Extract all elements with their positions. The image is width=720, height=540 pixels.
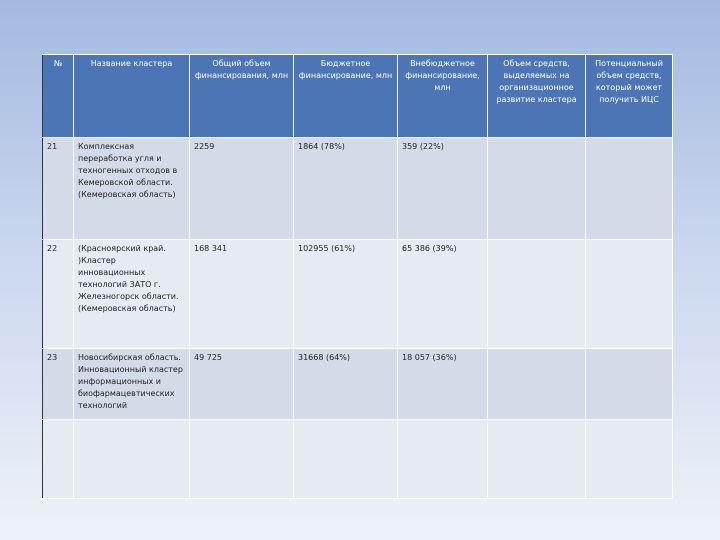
table-header-row: [43, 55, 673, 138]
row-extra-budget-funding: [398, 420, 488, 499]
row-org-development-funds: [488, 349, 586, 420]
row-number: 22: [43, 240, 74, 349]
row-cluster-name: [74, 420, 190, 499]
row-budget-funding: 1864 (78%): [294, 138, 398, 240]
row-number: 21: [43, 138, 74, 240]
row-budget-funding: 31668 (64%): [294, 349, 398, 420]
row-potential-funds: [586, 420, 673, 499]
row-cluster-name: Новосибирская область. Инновационный кластер информационных и биофармацевтических технологий: [74, 349, 190, 420]
row-cluster-name: (Красноярский край. )Кластер инновационных технологий ЗАТО г. Железногорск области.(Кемеровская область): [74, 240, 190, 349]
header-total-funding: Общий объем финансирования, млн: [190, 55, 294, 138]
header-budget-funding: Бюджетное финансирование, млн: [294, 55, 398, 138]
table-row: [43, 349, 673, 420]
row-extra-budget-funding: 18 057 (36%): [398, 349, 488, 420]
row-total-funding: 168 341: [190, 240, 294, 349]
row-number: 23: [43, 349, 74, 420]
row-extra-budget-funding: 359 (22%): [398, 138, 488, 240]
row-org-development-funds: [488, 138, 586, 240]
table-row: [43, 420, 673, 499]
row-extra-budget-funding: 65 386 (39%): [398, 240, 488, 349]
row-budget-funding: 102955 (61%): [294, 240, 398, 349]
row-number: [43, 420, 74, 499]
table-row: [43, 240, 673, 349]
header-potential-funds: Потенциальный объем средств, который может получить ИЦС: [586, 55, 673, 138]
table-row: [43, 138, 673, 240]
cluster-funding-table: [42, 54, 673, 499]
row-org-development-funds: [488, 240, 586, 349]
row-potential-funds: [586, 138, 673, 240]
header-number: №: [43, 55, 74, 138]
row-total-funding: 49 725: [190, 349, 294, 420]
row-cluster-name: Комплексная переработка угля и техногенных отходов в Кемеровской области.(Кемеровская область): [74, 138, 190, 240]
row-budget-funding: [294, 420, 398, 499]
row-org-development-funds: [488, 420, 586, 499]
header-org-development-funds: Объем средств, выделяемых на организационное развитие кластера: [488, 55, 586, 138]
header-extra-budget-funding: Внебюджетное финансирование, млн: [398, 55, 488, 138]
row-total-funding: [190, 420, 294, 499]
row-potential-funds: [586, 349, 673, 420]
row-potential-funds: [586, 240, 673, 349]
row-total-funding: 2259: [190, 138, 294, 240]
header-cluster-name: Название кластера: [74, 55, 190, 138]
